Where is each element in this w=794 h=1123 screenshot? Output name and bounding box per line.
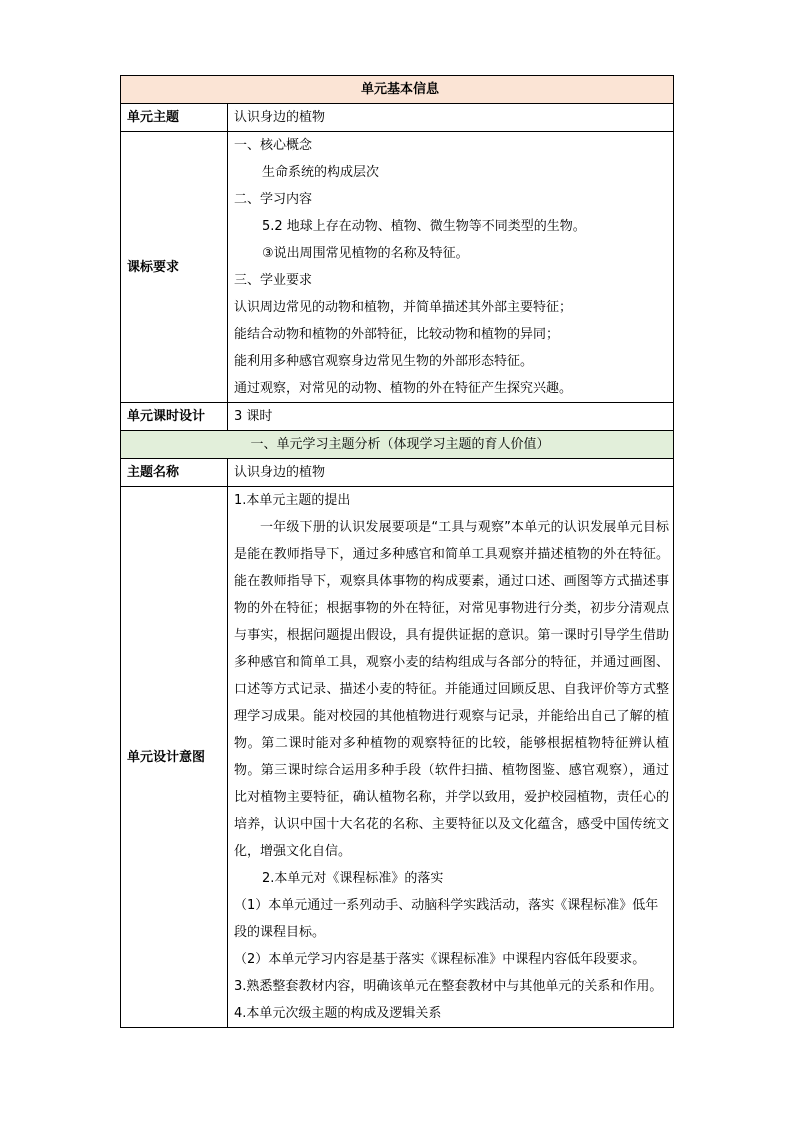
unit-theme-value: 认识身边的植物: [228, 104, 674, 132]
design-intent-content: [228, 487, 674, 1028]
unit-info-table: [120, 75, 674, 1028]
design-paragraph-3: （2）本单元学习内容是基于落实《课程标准》中课程内容低年段要求。: [234, 952, 646, 967]
hours-label: 单元课时设计: [121, 403, 228, 431]
curriculum-line: ③说出周围常见植物的名称及特征。: [262, 246, 469, 261]
curriculum-line: 通过观察，对常见的动物、植物的外在特征产生探究兴趣。: [234, 381, 573, 396]
design-paragraph-4: 3.熟悉整套教材内容，明确该单元在整套教材中与其他单元的关系和作用。: [234, 979, 663, 994]
curriculum-line: 5.2 地球上存在动物、植物、微生物等不同类型的生物。: [262, 219, 586, 234]
curriculum-line: 能利用多种感官观察身边常见生物的外部形态特征。: [234, 354, 534, 369]
curriculum-line: 认识周边常见的动物和植物，并简单描述其外部主要特征；: [234, 300, 573, 315]
design-paragraph-2: （1）本单元通过一系列动手、动脑科学实践活动，落实《课程标准》低年段的课程目标。: [234, 898, 659, 940]
design-paragraph-1: 一年级下册的认识发展要项是“工具与观察”本单元的认识发展单元目标是能在教师指导下，通过多种感官和简单工具观察并描述植物的外在特征。能在教师指导下，观察具体事物的构成要素，通过口述、画图等方式描述事物的外在特征；根据事物的外在特征，对常见事物进行分类，初步分清观点与事实，根据问题提出假设，具有提供证据的意识。第一课时引导学生借助多种感官和简单工具，观察小麦的结构组成与各部分的特征，并通过画图、口述等方式记录、描述小麦的特征。并能通过回顾反思、自我评价等方式整理学习成果。能对校园的其他植物进行观察与记录，并能给出自己了解的植物。第二课时能对多种植物的观察特征的比较，能够根据植物特征辨认植物。第三课时综合运用多种手段（软件扫描、植物图鉴、感官观察），通过比对植物主要特征，确认植物名称，并学以致用，爱护校园植物，责任心的培养，认识中国十大名花的名称、主要特征以及文化蕴含，感受中国传统文化，增强文化自信。: [234, 520, 670, 859]
curriculum-line: 能结合动物和植物的外部特征，比较动物和植物的异同；: [234, 327, 560, 342]
unit-theme-label: 单元主题: [121, 104, 228, 132]
curriculum-content: [228, 132, 674, 403]
design-heading-1: 1.本单元主题的提出: [234, 493, 351, 508]
curriculum-line: 三、学业要求: [234, 273, 313, 288]
design-heading-2: 2.本单元对《课程标准》的落实: [262, 871, 444, 886]
curriculum-line: 一、核心概念: [234, 138, 313, 153]
design-intent-label: 单元设计意图: [121, 487, 228, 1028]
curriculum-line: 生命系统的构成层次: [262, 165, 380, 180]
design-heading-4: 4.本单元次级主题的构成及逻辑关系: [234, 1006, 442, 1021]
curriculum-line: 二、学习内容: [234, 192, 313, 207]
table-header: 单元基本信息: [121, 76, 674, 104]
topic-name-label: 主题名称: [121, 459, 228, 487]
topic-name-value: 认识身边的植物: [228, 459, 674, 487]
hours-value: 3 课时: [228, 403, 674, 431]
curriculum-label: 课标要求: [121, 132, 228, 403]
section-heading: 一、单元学习主题分析（体现学习主题的育人价值）: [121, 431, 674, 459]
